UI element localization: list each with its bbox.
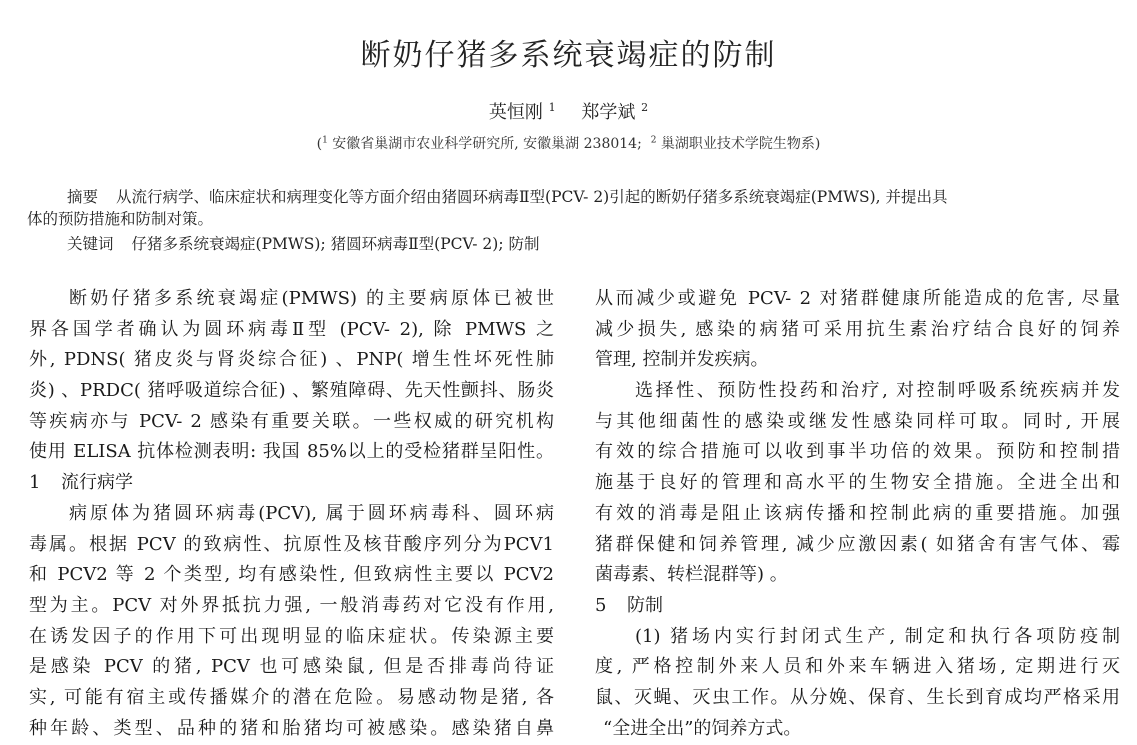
left-column [29, 284, 554, 744]
body-line: 从而减少或避免 PCV- 2 对猪群健康所能造成的危害, 尽量 [595, 288, 1120, 309]
affil-text-2: 巢湖职业技术学院生物系) [660, 136, 821, 152]
section-number: 1 [29, 472, 41, 494]
body-line: 猪群保健和饲养管理, 减少应激因素( 如猪舍有害气体、霉 [595, 533, 1120, 555]
author-2-name: 郑学斌 [581, 102, 636, 123]
body-line: 度, 严格控制外来人员和外来车辆进入猪场, 定期进行灭 [595, 656, 1120, 678]
keywords [67, 233, 1117, 255]
author-1-sup: 1 [548, 101, 556, 114]
affil-sup-2: 2 [650, 135, 657, 146]
author-2-sup: 2 [641, 101, 649, 114]
body-line: 使用 ELISA 抗体检测表明: 我国 85%以上的受检猪群呈阳性。 [29, 441, 554, 463]
affil-open: ( [316, 136, 323, 152]
body-line: 等疾病亦与 PCV- 2 感染有重要关联。一些权威的研究机构 [29, 410, 554, 432]
author-2 [581, 102, 648, 123]
body-line: 断奶仔猪多系统衰竭症(PMWS) 的主要病原体已被世 [69, 288, 554, 309]
body-line: 和 PCV2 等 2 个类型, 均有感染性, 但致病性主要以 PCV2 [29, 564, 554, 586]
body-line: 与其他细菌性的感染或继发性感染同样可取。同时, 开展 [595, 410, 1120, 432]
body-line: 管理, 控制并发疾病。 [595, 349, 769, 371]
body-line: 病原体为猪圆环病毒(PCV), 属于圆环病毒科、圆环病 [69, 502, 554, 524]
affil-text-1: 安徽省巢湖市农业科学研究所, 安徽巢湖 238014; [332, 136, 642, 152]
affil-sup-1: 1 [322, 135, 328, 146]
abstract-label: 摘要 [67, 188, 99, 206]
section-heading-1 [29, 468, 554, 499]
body-line: 施基于良好的管理和高水平的生物安全措施。全进全出和 [595, 472, 1120, 494]
section-title: 防制 [627, 594, 663, 616]
keywords-label: 关键词 [67, 235, 114, 253]
body-line: 有效的消毒是阻止该病传播和控制此病的重要措施。加强 [595, 502, 1120, 524]
author-1-name: 英恒刚 [488, 102, 543, 123]
body-line: 界各国学者确认为圆环病毒Ⅱ型 (PCV- 2), 除 PMWS 之 [29, 318, 554, 340]
abstract [27, 186, 1119, 230]
body-line: 选择性、预防性投药和治疗, 对控制呼吸系统疾病并发 [635, 380, 1120, 402]
abstract-text-1: 从流行病学、临床症状和病理变化等方面介绍由猪圆环病毒Ⅱ型(PCV- 2)引起的断奶仔猪多系统衰竭症(PMWS), 并提出具 [116, 188, 948, 206]
body-line: 减少损失, 感染的病猪可采用抗生素治疗结合良好的饲养 [595, 318, 1120, 340]
body-line: 在诱发因子的作用下可出现明显的临床症状。传染源主要 [29, 625, 554, 647]
body-line: “全进全出”的饲养方式。 [603, 717, 802, 739]
author-line [0, 98, 1137, 124]
abstract-line-1 [27, 186, 1119, 208]
affiliation [0, 133, 1137, 153]
abstract-line-2: 体的预防措施和防制对策。 [27, 210, 214, 228]
body-line: 炎) 、PRDC( 猪呼吸道综合征) 、繁殖障碍、先天性颤抖、肠炎 [29, 380, 554, 402]
body-line: 菌毒素、转栏混群等) 。 [595, 564, 788, 586]
body-line: 种年龄、类型、品种的猪和胎猪均可被感染。感染猪自鼻 [29, 717, 554, 739]
body-line: 有效的综合措施可以收到事半功倍的效果。预防和控制措 [595, 441, 1120, 463]
author-1 [489, 102, 556, 123]
body-line: 毒属。根据 PCV 的致病性、抗原性及核苷酸序列分为PCV1 [29, 533, 554, 555]
section-title: 流行病学 [61, 472, 133, 494]
paper-title: 断奶仔猪多系统衰竭症的防制 [360, 38, 777, 73]
body-line: 外, PDNS( 猪皮炎与肾炎综合征) 、PNP( 增生性坏死性肺 [29, 349, 554, 371]
body-line: 实, 可能有宿主或传播媒介的潜在危险。易感动物是猪, 各 [29, 686, 554, 708]
body-line: 型为主。PCV 对外界抵抗力强, 一般消毒药对它没有作用, [29, 594, 554, 616]
right-column [595, 284, 1120, 744]
body-line: (1) 猪场内实行封闭式生产, 制定和执行各项防疫制 [635, 625, 1120, 647]
keywords-text: 仔猪多系统衰竭症(PMWS); 猪圆环病毒Ⅱ型(PCV- 2); 防制 [131, 235, 540, 253]
section-number: 5 [595, 594, 607, 616]
section-heading-5 [595, 591, 1120, 622]
body-line: 鼠、灭蝇、灭虫工作。从分娩、保育、生长到育成均严格采用 [595, 686, 1120, 708]
body-line: 是感染 PCV 的猪, PCV 也可感染鼠, 但是否排毒尚待证 [29, 656, 554, 678]
